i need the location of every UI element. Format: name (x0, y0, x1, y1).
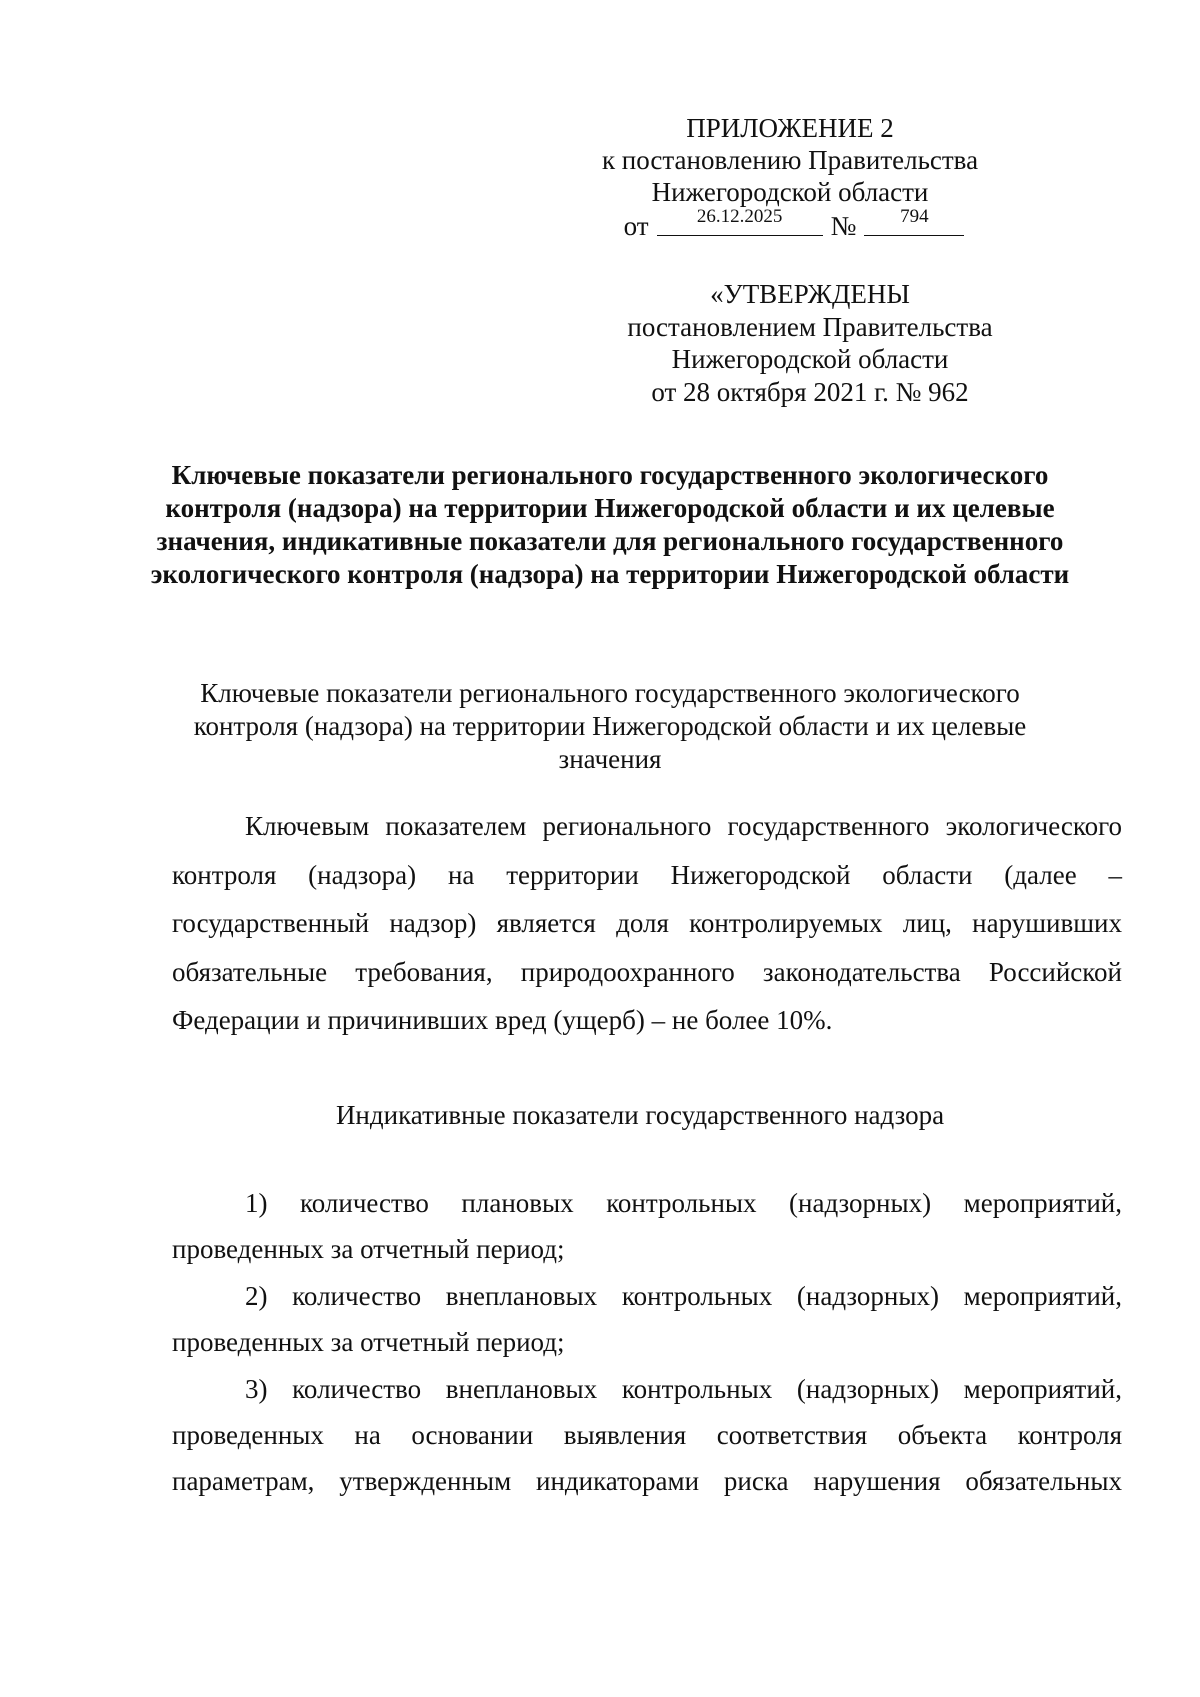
approved-line-2: постановлением Правительства (627, 311, 993, 342)
decree-number: 794 (900, 206, 929, 227)
appendix-block (560, 112, 1020, 242)
approved-line-1: «УТВЕРЖДЕНЫ (710, 279, 910, 309)
key-indicator-paragraph: Ключевым показателем регионального государственного экологического контроля (надзора) на территории Нижегородской области (далее – государственный надзор) является доля контролируемых лиц, нарушивших обязательные требования, природоохранного законодательства Российской Федерации и причинивших вред (ущерб) – не более 10%. (172, 811, 1122, 1035)
document-title: Ключевые показатели регионального государственного экологического контроля (надзора) на территории Нижегородской области и их целевые значения, индикативные показатели для регионального государственного экологического контроля (надзора) на территории Нижегородской области (150, 460, 1070, 589)
appendix-line-1: к постановлению Правительства (601, 145, 979, 175)
decree-date: 26.12.2025 (696, 206, 783, 227)
list-item: 2) количество внеплановых контрольных (надзорных) мероприятий, проведенных за отчетный период; (172, 1281, 1122, 1357)
decree-date-field (657, 206, 823, 236)
approved-block (560, 278, 1060, 408)
from-label: от (623, 211, 649, 241)
list-item: 3) количество внеплановых контрольных (надзорных) мероприятий, проведенных на основании выявления соответствия объекта контроля параметрам, утвержденным индикаторами риска нарушения обязательных (172, 1374, 1122, 1496)
section-title-indicative: Индикативные показатели государственного надзора (335, 1100, 945, 1130)
list-item: 1) количество плановых контрольных (надзорных) мероприятий, проведенных за отчетный период; (172, 1188, 1122, 1264)
decree-number-field (864, 206, 964, 236)
section-title-key-indicators: Ключевые показатели регионального государственного экологического контроля (надзора) на территории Нижегородской области и их целевые значения (193, 678, 1027, 774)
appendix-line-2: Нижегородской области (651, 177, 929, 207)
approved-line-4: от 28 октября 2021 г. № 962 (651, 376, 969, 407)
appendix-number-row (560, 206, 1020, 242)
approved-line-3: Нижегородской области (671, 344, 949, 374)
appendix-title: ПРИЛОЖЕНИЕ 2 (686, 113, 894, 143)
number-label: № (830, 211, 857, 241)
